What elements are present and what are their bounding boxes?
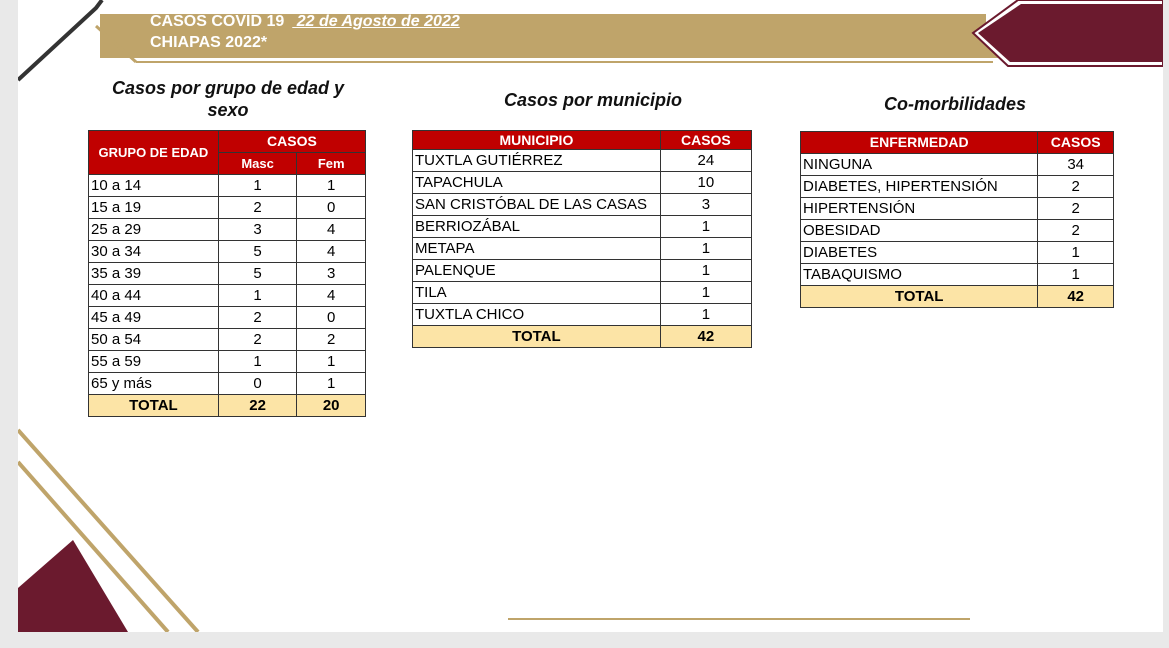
table-row: OBESIDAD 2 <box>801 220 1114 242</box>
table-row: TUXTLA CHICO 1 <box>413 304 752 326</box>
table-row: 50 a 54 2 2 <box>89 329 366 351</box>
table-row: 10 a 14 1 1 <box>89 175 366 197</box>
municipio-section-title: Casos por municipio <box>503 90 683 110</box>
table-row: 45 a 49 2 0 <box>89 307 366 329</box>
table-row: 30 a 34 5 4 <box>89 241 366 263</box>
age-col-male: Masc <box>218 153 297 175</box>
comorb-col-cases: CASOS <box>1038 132 1114 154</box>
age-col-group: GRUPO DE EDAD <box>89 131 219 175</box>
table-row: TILA 1 <box>413 282 752 304</box>
municipio-col-cases: CASOS <box>660 131 751 150</box>
bottom-left-maroon-triangle <box>18 540 128 632</box>
slide <box>18 0 1163 632</box>
header-title: CASOS COVID 19 <box>150 13 285 30</box>
header-line-1 <box>150 12 460 31</box>
table-row: DIABETES, HIPERTENSIÓN 2 <box>801 176 1114 198</box>
age-total-row: TOTAL 22 20 <box>89 395 366 417</box>
table-row: 15 a 19 2 0 <box>89 197 366 219</box>
table-row: 40 a 44 1 4 <box>89 285 366 307</box>
table-row: TUXTLA GUTIÉRREZ 24 <box>413 150 752 172</box>
table-row: HIPERTENSIÓN 2 <box>801 198 1114 220</box>
age-table <box>88 130 366 417</box>
comorb-table <box>800 131 1114 308</box>
table-row: METAPA 1 <box>413 238 752 260</box>
table-row: DIABETES 1 <box>801 242 1114 264</box>
comorb-section-title: Co-morbilidades <box>883 94 1026 114</box>
municipio-col-name: MUNICIPIO <box>413 131 661 150</box>
table-row: 65 y más 0 1 <box>89 373 366 395</box>
age-col-cases: CASOS <box>218 131 365 153</box>
table-row: BERRIOZÁBAL 1 <box>413 216 752 238</box>
age-col-female: Fem <box>297 153 366 175</box>
table-row: 25 a 29 3 4 <box>89 219 366 241</box>
age-section-title: Casos por grupo de edad y sexo <box>111 78 345 120</box>
header-date: 22 de Agosto de 2022 <box>292 13 460 30</box>
municipio-table <box>412 130 752 348</box>
table-row: TAPACHULA 10 <box>413 172 752 194</box>
table-row: NINGUNA 34 <box>801 154 1114 176</box>
header-line-2: CHIAPAS 2022* <box>150 34 268 51</box>
table-row: PALENQUE 1 <box>413 260 752 282</box>
comorb-col-name: ENFERMEDAD <box>801 132 1038 154</box>
comorb-total-row: TOTAL 42 <box>801 286 1114 308</box>
table-row: 35 a 39 5 3 <box>89 263 366 285</box>
table-row: 55 a 59 1 1 <box>89 351 366 373</box>
municipio-total-row: TOTAL 42 <box>413 326 752 348</box>
table-row: SAN CRISTÓBAL DE LAS CASAS 3 <box>413 194 752 216</box>
table-row: TABAQUISMO 1 <box>801 264 1114 286</box>
top-left-corner-stroke <box>18 0 102 80</box>
